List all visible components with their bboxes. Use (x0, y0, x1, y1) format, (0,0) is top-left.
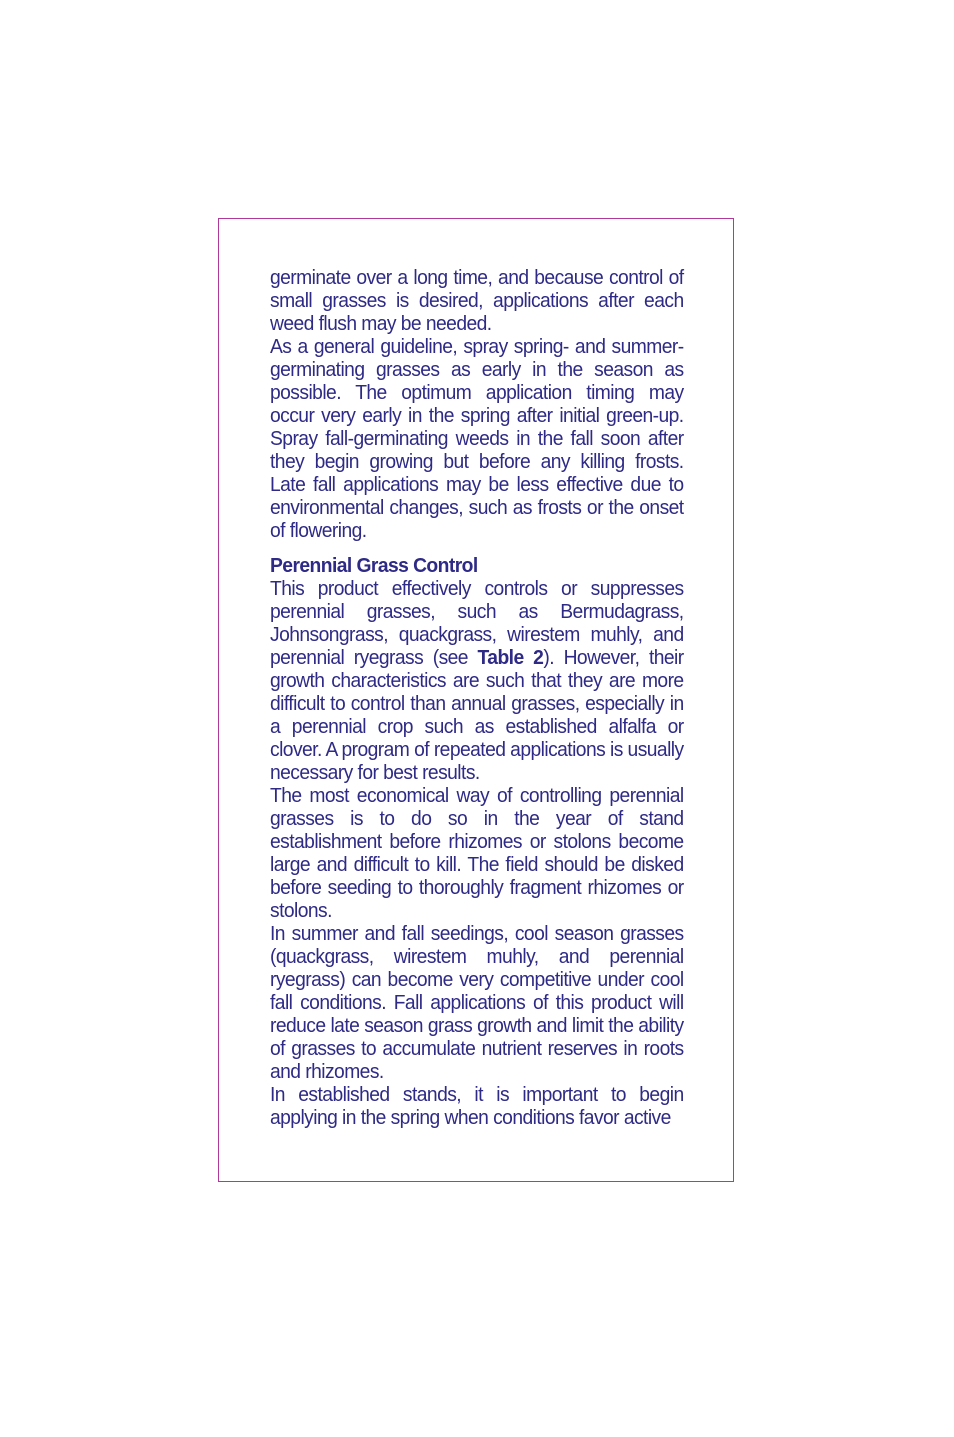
label-page-frame (218, 218, 734, 1182)
paragraph-economical-control: The most economical way of controlling perennial grasses is to do so in the year of stand establishment before rhizomes or stolons become large and difficult to kill. The field should be disked before seeding to thoroughly fragment rhizomes or stolons. (270, 784, 684, 922)
paragraph-established-stands: In established stands, it is important to begin applying in the spring when conditions favor active (270, 1083, 684, 1129)
paragraph-general-guideline: As a general guideline, spray spring- and summer-germinating grasses as early in the season as possible. The optimum application timing may occur very early in the spring after initial green-up. Spray fall-germinating weeds in the fall soon after they begin growing but before any killing frosts. Late fall applications may be less effective due to environmental changes, such as frosts or the onset of flowering. (270, 335, 684, 542)
text-column (270, 266, 684, 1129)
paragraph-summer-fall-seedings: In summer and fall seedings, cool season grasses (quackgrass, wirestem muhly, and perennial ryegrass) can become very competitive under cool fall conditions. Fall applications of this product will reduce late season grass growth and limit the ability of grasses to accumulate nutrient reserves in roots and rhizomes. (270, 922, 684, 1083)
paragraph-perennial-grasses-part2: ). However, their growth characteristics are such that they are more difficult to control than annual grasses, especially in a perennial crop such as established alfalfa or clover. A program of repeated applications is usually necessary for best results. (270, 646, 684, 784)
paragraph-perennial-grasses-part1: This product effectively controls or suppresses perennial grasses, such as Bermudagrass, Johnsongrass, quackgrass, wirestem muhly, and perennial ryegrass (see (270, 577, 684, 669)
table-2-reference: Table 2 (477, 646, 544, 669)
paragraph-germination: germinate over a long time, and because control of small grasses is desired, applications after each weed flush may be needed. (270, 266, 684, 335)
paragraph-perennial-grasses (270, 577, 684, 784)
section-heading-perennial-grass-control: Perennial Grass Control (270, 554, 478, 577)
